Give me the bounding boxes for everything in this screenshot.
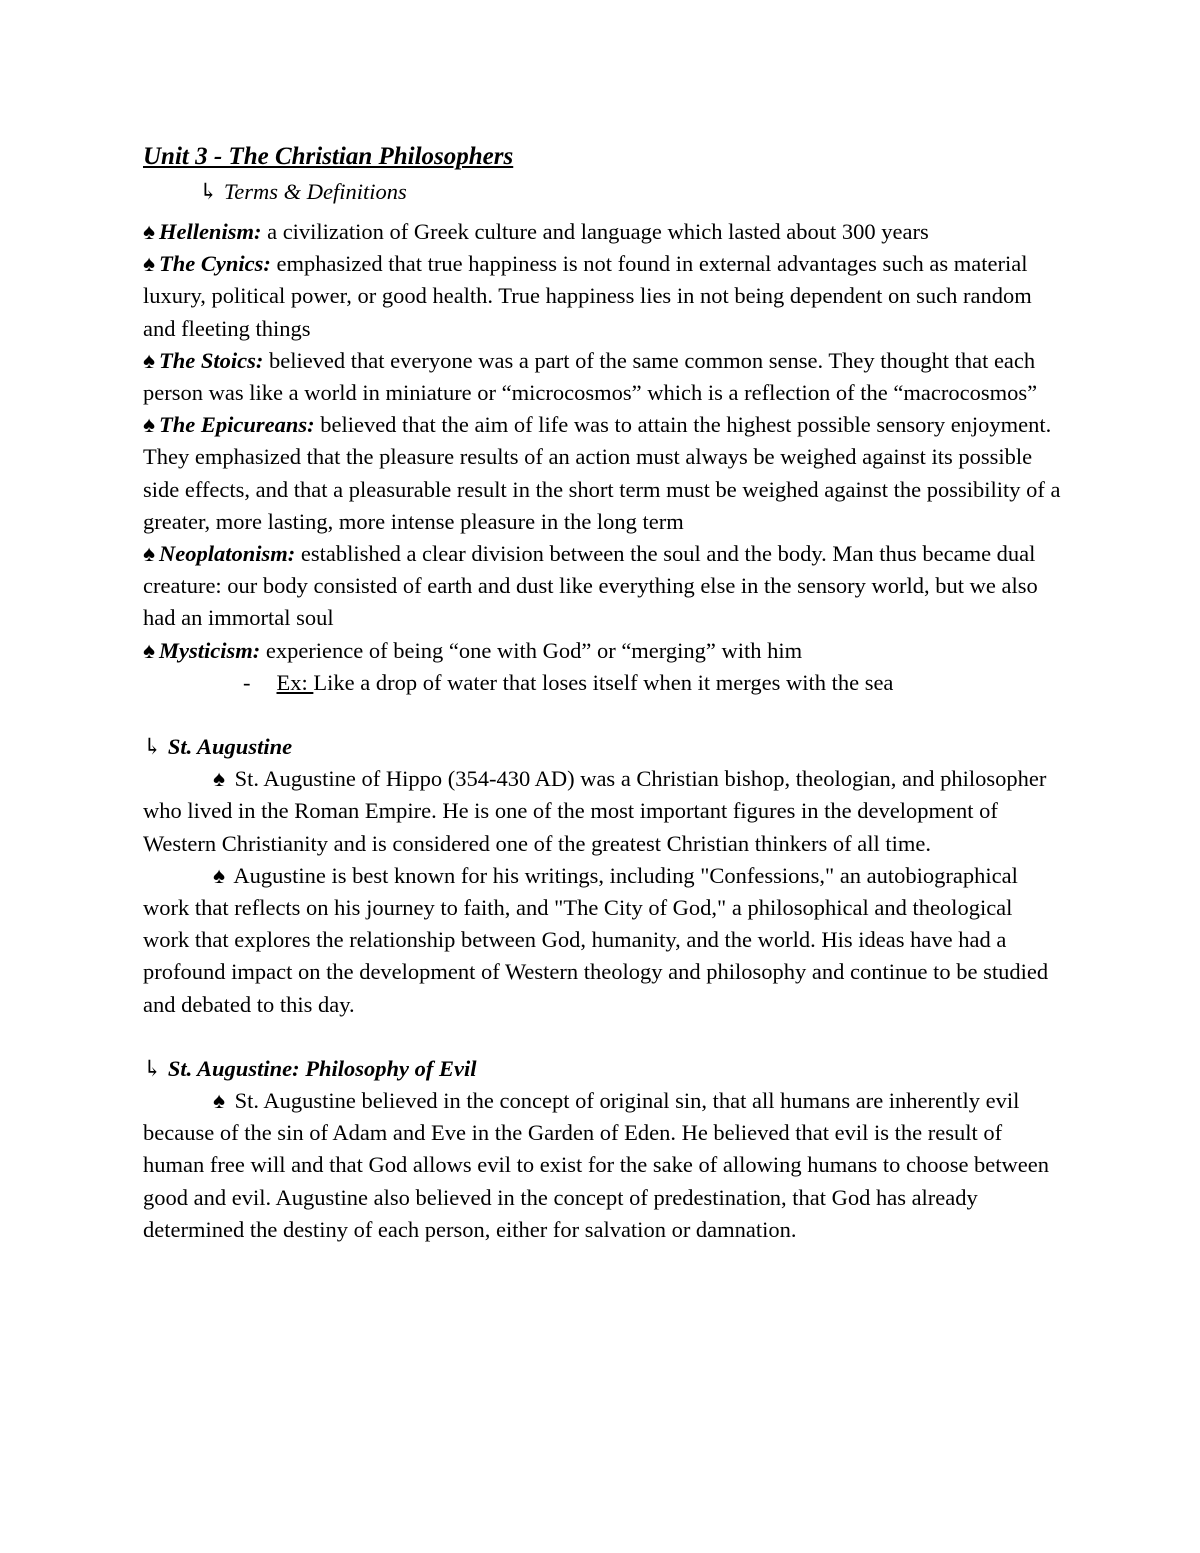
arrow-icon: ↳ <box>143 734 162 760</box>
term-mysticism <box>143 635 1063 667</box>
paragraph-text: St. Augustine believed in the concept of original sin, that all humans are inherently evil because of the sin of Adam and Eve in the Garden of Eden. He believed that evil is the result of human free will and that God allows evil to exist for the sake of allowing humans to choose between good and evil. Augustine also believed in the concept of predestination, that God has already determined the destiny of each person, either for salvation or damnation. <box>143 1088 1050 1242</box>
term-name: Mysticism: <box>158 637 261 663</box>
spade-icon: ♠ <box>213 1088 225 1114</box>
term-stoics <box>143 345 1063 409</box>
term-name: Neoplatonism: <box>158 541 296 567</box>
term-epicureans <box>143 409 1063 538</box>
page-title: Unit 3 - The Christian Philosophers <box>143 143 514 170</box>
augustine-heading: St. Augustine <box>167 734 293 760</box>
term-definition: established a clear division between the soul and the body. Man thus became dual creature: our body consisted of earth and dust like everything else in the sensory world, but we also had an immortal soul <box>143 541 1038 631</box>
spade-icon: ♠ <box>143 541 155 567</box>
terms-heading: Terms & Definitions <box>223 179 407 204</box>
term-hellenism <box>143 216 1063 248</box>
example-text: Like a drop of water that loses itself when it merges with the sea <box>313 669 894 695</box>
paragraph-text: St. Augustine of Hippo (354-430 AD) was a Christian bishop, theologian, and philosopher who lived in the Roman Empire. He is one of the most important figures in the development of Western Christianity and is considered one of the greatest Christian thinkers of all time. <box>143 766 1047 856</box>
dash-bullet: - <box>243 669 251 695</box>
spade-icon: ♠ <box>143 637 155 663</box>
term-name: Hellenism: <box>158 219 262 244</box>
term-definition: emphasized that true happiness is not found in external advantages such as material luxury, political power, or good health. True happiness lies in not being dependent on such random and fleeting things <box>143 251 1032 341</box>
mysticism-example <box>143 667 1063 699</box>
evil-paragraph <box>143 1085 1063 1246</box>
evil-heading: St. Augustine: Philosophy of Evil <box>167 1055 477 1081</box>
spade-icon: ♠ <box>143 219 155 244</box>
spacer <box>143 699 1063 731</box>
spade-icon: ♠ <box>143 412 155 438</box>
term-name: The Stoics: <box>158 347 264 373</box>
spacer <box>143 1021 1063 1053</box>
augustine-paragraph-2 <box>143 860 1063 1021</box>
terms-subheading <box>143 176 1063 216</box>
term-name: The Epicureans: <box>158 412 315 438</box>
spade-icon: ♠ <box>213 862 225 888</box>
example-label: Ex: <box>276 669 314 695</box>
term-definition: believed that the aim of life was to attain the highest possible sensory enjoyment. They emphasized that the pleasure results of an action must always be weighed against its possible side effects, and that a pleasurable result in the short term must be weighed against the possibility of a greater, more lasting, more intense pleasure in the long term <box>143 412 1061 534</box>
augustine-subheading <box>143 731 1063 763</box>
term-neoplatonism <box>143 538 1063 635</box>
spade-icon: ♠ <box>143 251 155 277</box>
augustine-paragraph-1 <box>143 763 1063 860</box>
spade-icon: ♠ <box>143 347 155 373</box>
document-content <box>143 140 1063 1246</box>
arrow-icon: ↳ <box>143 1055 162 1081</box>
paragraph-text: Augustine is best known for his writings, including "Confessions," an autobiographical work that reflects on his journey to faith, and "The City of God," a philosophical and theological work that explores the relationship between God, humanity, and the world. His ideas have had a profound impact on the development of Western theology and philosophy and continue to be studied and debated to this day. <box>143 862 1049 1017</box>
terms-list <box>143 216 1063 699</box>
term-definition: experience of being “one with God” or “merging” with him <box>260 637 803 663</box>
term-definition: a civilization of Greek culture and language which lasted about 300 years <box>261 219 929 244</box>
term-definition: believed that everyone was a part of the same common sense. They thought that each person was like a world in miniature or “microcosmos” which is a reflection of the “macrocosmos” <box>143 347 1038 406</box>
term-cynics <box>143 248 1063 345</box>
spade-icon: ♠ <box>213 766 225 792</box>
arrow-icon: ↳ <box>199 179 218 204</box>
evil-subheading <box>143 1053 1063 1085</box>
term-name: The Cynics: <box>158 251 271 277</box>
